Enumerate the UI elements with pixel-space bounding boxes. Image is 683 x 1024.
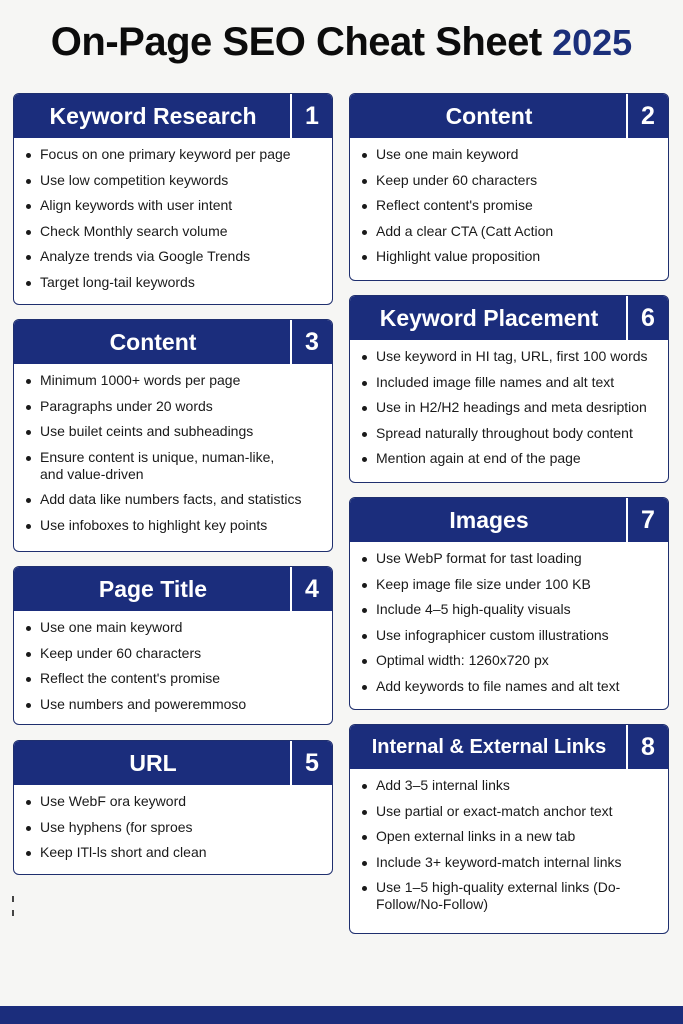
list-item: Reflect content's promise: [360, 197, 662, 214]
list-item: Include 3+ keyword-match internal links: [360, 854, 662, 871]
card-header: [14, 94, 332, 138]
card-number: 2: [626, 94, 668, 138]
list-item: Paragraphs under 20 words: [24, 398, 326, 415]
card-title: Internal & External Links: [371, 735, 607, 758]
card-list: [14, 785, 332, 867]
list-item: Use 1–5 high-quality external links (Do-Follow/No-Follow): [360, 879, 662, 913]
list-item: Add 3–5 internal links: [360, 777, 662, 794]
list-item: Use partial or exact-match anchor text: [360, 803, 662, 820]
card-number: 1: [290, 94, 332, 138]
list-item: Use low competition keywords: [24, 172, 326, 189]
list-item: Add keywords to file names and alt text: [360, 678, 662, 695]
card-keyword-placement: [349, 295, 669, 483]
list-item: Include 4–5 high-quality visuals: [360, 601, 662, 618]
list-item: Minimum 1000+ words per page: [24, 372, 326, 389]
list-item: Use hyphens (for sproes: [24, 819, 326, 836]
card-number: 5: [290, 741, 332, 785]
list-item: Use builet ceints and subheadings: [24, 423, 326, 440]
list-item: Reflect the content's promise: [24, 670, 326, 687]
card-url: [13, 740, 333, 875]
title-text: On-Page SEO Cheat Sheet: [50, 20, 542, 64]
list-item: Use in H2/H2 headings and meta desription: [360, 399, 662, 416]
card-internal-external-links: [349, 724, 669, 934]
card-title: Images: [449, 506, 529, 533]
card-content: [13, 319, 333, 552]
card-list: [14, 611, 332, 719]
list-item: Keep under 60 characters: [360, 172, 662, 189]
card-header: [14, 320, 332, 364]
card-list: [14, 138, 332, 297]
card-number: 3: [290, 320, 332, 364]
list-item: Keep under 60 characters: [24, 645, 326, 662]
list-item: Included image fille names and alt text: [360, 374, 662, 391]
list-item: Use one main keyword: [360, 146, 662, 163]
card-number: 4: [290, 567, 332, 611]
card-header: [350, 725, 668, 769]
card-title: URL: [129, 749, 177, 776]
list-item: Mention again at end of the page: [360, 450, 662, 467]
card-header: [350, 296, 668, 340]
list-item: Target long-tail keywords: [24, 274, 326, 291]
card-title: Content: [445, 102, 533, 129]
list-item: Ensure content is unique, numan-like, and value-driven: [24, 449, 326, 483]
list-item: Use infoboxes to highlight key points: [24, 517, 326, 534]
title-year: 2025: [552, 22, 633, 63]
card-title: Keyword Research: [49, 102, 257, 129]
card-page-title: [13, 566, 333, 725]
card-number: 6: [626, 296, 668, 340]
card-number: 7: [626, 498, 668, 542]
divider-mark: [12, 910, 14, 916]
list-item: Use WebP format for tast loading: [360, 550, 662, 567]
list-item: Open external links in a new tab: [360, 828, 662, 845]
card-list: [350, 769, 668, 919]
page-title: [0, 20, 683, 65]
card-title: Content: [109, 328, 197, 355]
card-content-top: [349, 93, 669, 281]
card-header: [350, 498, 668, 542]
list-item: Check Monthly search volume: [24, 223, 326, 240]
list-item: Spread naturally throughout body content: [360, 425, 662, 442]
card-list: [14, 364, 332, 540]
card-header: [14, 741, 332, 785]
footer-bar: [0, 1006, 683, 1024]
list-item: Use WebF ora keyword: [24, 793, 326, 810]
card-keyword-research: [13, 93, 333, 305]
list-item: Highlight value proposition: [360, 248, 662, 265]
list-item: Add a clear CTA (Catt Action: [360, 223, 662, 240]
card-images: [349, 497, 669, 710]
card-header: [14, 567, 332, 611]
list-item: Add data like numbers facts, and statistics: [24, 491, 326, 508]
card-title: Page Title: [98, 575, 208, 602]
card-list: [350, 138, 668, 271]
list-item: Align keywords with user intent: [24, 197, 326, 214]
card-number: 8: [626, 725, 668, 769]
card-list: [350, 340, 668, 473]
list-item: Keep image file size under 100 KB: [360, 576, 662, 593]
list-item: Analyze trends via Google Trends: [24, 248, 326, 265]
card-title: Keyword Placement: [379, 304, 599, 331]
divider-mark: [12, 896, 14, 902]
list-item: Focus on one primary keyword per page: [24, 146, 326, 163]
card-list: [350, 542, 668, 701]
list-item: Use numbers and poweremmoso: [24, 696, 326, 713]
list-item: Optimal width: 1260x720 px: [360, 652, 662, 669]
list-item: Use one main keyword: [24, 619, 326, 636]
list-item: Use keyword in HI tag, URL, first 100 words: [360, 348, 662, 365]
list-item: Use infographicer custom illustrations: [360, 627, 662, 644]
card-header: [350, 94, 668, 138]
list-item: Keep ITl-ls short and clean: [24, 844, 326, 861]
